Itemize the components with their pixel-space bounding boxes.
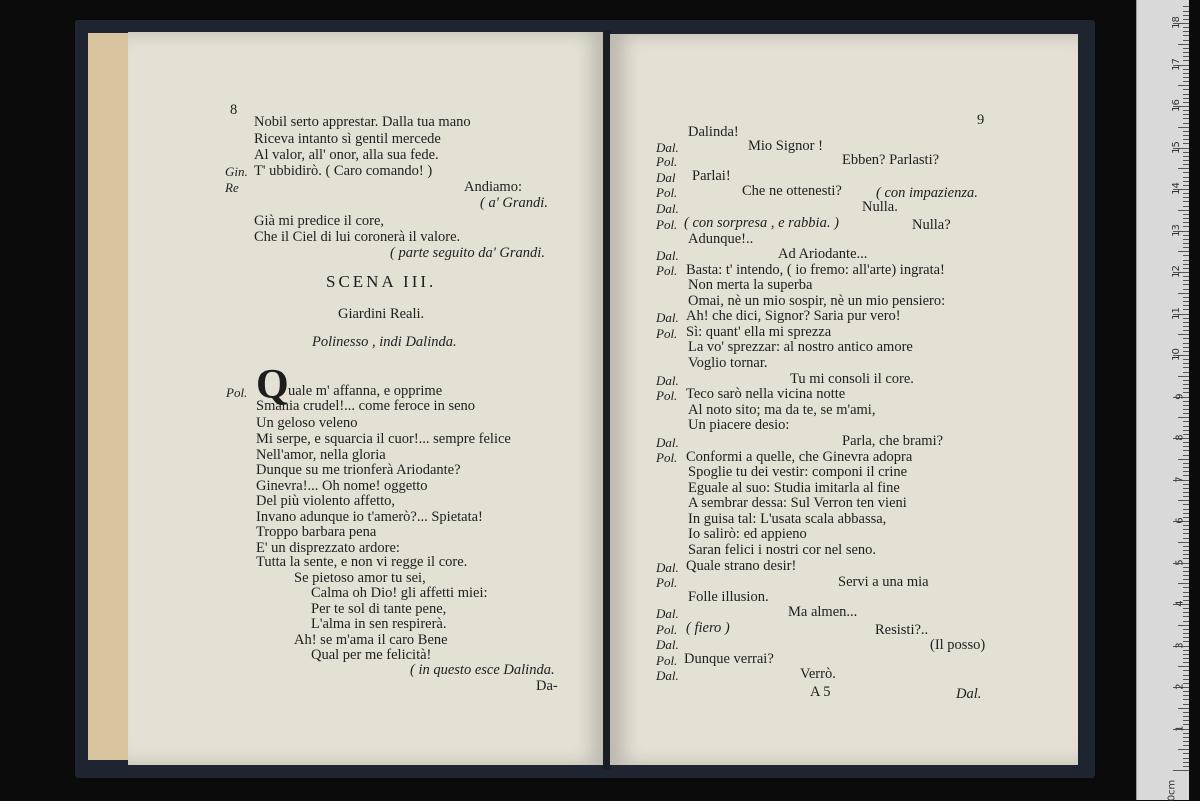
text-line: Smania crudel!... come feroce in seno bbox=[256, 398, 476, 414]
speaker-label: Dal. bbox=[656, 373, 679, 388]
ruler-tick bbox=[1183, 504, 1189, 505]
text-line: Mi serpe, e squarcia il cuor!... sempre felice bbox=[256, 431, 511, 447]
text-line: Ginevra!... Oh nome! oggetto bbox=[256, 478, 428, 494]
ruler-tick bbox=[1183, 15, 1189, 16]
ruler-tick bbox=[1173, 770, 1189, 771]
ruler-number: 14 bbox=[1171, 182, 1183, 195]
ruler-tick bbox=[1183, 301, 1189, 302]
ruler-tick bbox=[1183, 60, 1189, 61]
ruler-tick bbox=[1183, 575, 1189, 576]
ruler-tick bbox=[1183, 143, 1189, 144]
speaker-label: Pol. bbox=[656, 575, 678, 590]
ruler-tick bbox=[1183, 496, 1189, 497]
ruler-number: 8 bbox=[1174, 434, 1186, 441]
text-line: Parla, che brami? bbox=[842, 433, 944, 449]
speaker-label: Re bbox=[225, 180, 239, 195]
text-line: Ma almen... bbox=[788, 604, 858, 620]
text-line: Omai, nè un mio sospir, nè un mio pensiero: bbox=[688, 293, 946, 309]
ruler-tick bbox=[1183, 214, 1189, 215]
ruler-number: 3 bbox=[1174, 641, 1186, 649]
text-line: Parlai! bbox=[692, 168, 731, 184]
text-line: Dunque su me trionferà Ariodante? bbox=[256, 462, 461, 478]
text-line: Per te sol di tante pene, bbox=[311, 601, 447, 617]
speaker-label: Gin. bbox=[225, 164, 248, 179]
ruler-tick bbox=[1178, 293, 1189, 294]
speaker-label: Dal. bbox=[656, 435, 679, 450]
ruler-tick bbox=[1183, 222, 1189, 223]
signature-mark: A 5 bbox=[810, 684, 831, 700]
text-line: Voglio tornar. bbox=[688, 355, 768, 371]
speaker-label: Pol. bbox=[656, 185, 678, 200]
ruler-number: 10 bbox=[1171, 348, 1183, 361]
text-line: Qual per me felicità! bbox=[311, 647, 432, 663]
ruler-tick bbox=[1183, 56, 1189, 57]
text-line: Ebben? Parlasti? bbox=[842, 152, 940, 168]
ruler-tick bbox=[1183, 359, 1189, 360]
text-line: Quale strano desir! bbox=[686, 558, 797, 574]
ruler-tick bbox=[1183, 226, 1189, 227]
ruler-tick bbox=[1183, 525, 1189, 526]
ruler-tick bbox=[1183, 280, 1189, 281]
ruler-tick bbox=[1183, 401, 1189, 402]
ruler-number: 7 bbox=[1174, 475, 1186, 483]
ruler-tick bbox=[1183, 658, 1189, 659]
ruler-tick bbox=[1183, 380, 1189, 381]
ruler-tick bbox=[1183, 193, 1189, 194]
ruler-tick bbox=[1183, 363, 1189, 364]
ruler-tick bbox=[1183, 260, 1189, 261]
ruler-tick bbox=[1183, 662, 1189, 663]
ruler-tick bbox=[1183, 596, 1189, 597]
ruler-tick bbox=[1183, 488, 1189, 489]
ruler-number: 4 bbox=[1174, 600, 1186, 607]
text-line: E' un disprezzato ardore: bbox=[256, 540, 400, 556]
stage-direction: ( fiero ) bbox=[686, 620, 730, 636]
stage-direction: ( parte seguito da' Grandi. bbox=[390, 245, 545, 261]
ruler-unit: 0cm bbox=[1166, 779, 1178, 801]
text-line: Dalinda! bbox=[688, 124, 739, 140]
text-line: Dunque verrai? bbox=[684, 651, 774, 667]
ruler-tick bbox=[1183, 513, 1189, 514]
ruler-tick bbox=[1183, 89, 1189, 90]
speaker-label: Pol. bbox=[656, 263, 678, 278]
ruler-tick bbox=[1183, 384, 1189, 385]
ruler-tick bbox=[1183, 712, 1189, 713]
ruler-tick bbox=[1183, 48, 1189, 49]
speaker-label: Pol. bbox=[656, 450, 678, 465]
ruler-tick bbox=[1183, 546, 1189, 547]
ruler-tick bbox=[1183, 372, 1189, 373]
text-line: Che il Ciel di lui coronerà il valore. bbox=[254, 229, 461, 245]
speaker-label: Pol. bbox=[656, 326, 678, 341]
ruler-tick bbox=[1183, 737, 1189, 738]
stage-direction: ( con impazienza. bbox=[876, 185, 978, 201]
ruler-tick bbox=[1183, 753, 1189, 754]
page-number: 9 bbox=[977, 112, 985, 128]
ruler-tick bbox=[1183, 695, 1189, 696]
ruler-tick bbox=[1183, 164, 1189, 165]
ruler-tick bbox=[1183, 255, 1189, 256]
text-line: Che ne ottenesti? bbox=[742, 183, 842, 199]
ruler-tick bbox=[1183, 629, 1189, 630]
speaker-label: Pol. bbox=[656, 154, 678, 169]
ruler-number: 6 bbox=[1174, 517, 1186, 524]
catchword: Dal. bbox=[956, 686, 982, 702]
ruler-tick bbox=[1183, 94, 1189, 95]
text-line: Spoglie tu dei vestir: componi il crine bbox=[688, 464, 908, 480]
speaker-label: Pol. bbox=[226, 385, 248, 400]
ruler-tick bbox=[1183, 654, 1189, 655]
ruler-tick bbox=[1183, 579, 1189, 580]
ruler-tick bbox=[1183, 343, 1189, 344]
ruler-tick bbox=[1183, 484, 1189, 485]
speaker-label: Pol. bbox=[656, 622, 678, 637]
text-line: Un piacere desio: bbox=[688, 417, 790, 433]
ruler-number: 1 bbox=[1174, 724, 1186, 732]
speaker-label: Dal. bbox=[656, 637, 679, 652]
text-line: Basta: t' intendo, ( io fremo: all'arte) ingrata! bbox=[686, 262, 945, 278]
ruler-tick bbox=[1183, 351, 1189, 352]
ruler-tick bbox=[1178, 583, 1189, 584]
ruler-tick bbox=[1183, 766, 1189, 767]
ruler-tick bbox=[1183, 471, 1189, 472]
ruler-tick bbox=[1183, 720, 1189, 721]
ruler-tick bbox=[1183, 11, 1189, 12]
ruler-tick bbox=[1178, 376, 1189, 377]
speaker-label: Dal. bbox=[656, 668, 679, 683]
ruler-tick bbox=[1183, 19, 1189, 20]
stage-direction: ( a' Grandi. bbox=[480, 195, 548, 211]
ruler-tick bbox=[1183, 413, 1189, 414]
text-line: Conformi a quelle, che Ginevra adopra bbox=[686, 449, 913, 465]
ruler-tick bbox=[1183, 650, 1189, 651]
text-line: In guisa tal: L'usata scala abbassa, bbox=[688, 511, 887, 527]
ruler-tick bbox=[1183, 239, 1189, 240]
text-line: Ah! che dici, Signor? Saria pur vero! bbox=[686, 308, 901, 324]
text-line: Ah! se m'ama il caro Bene bbox=[294, 632, 448, 648]
catchword: Da- bbox=[536, 678, 558, 694]
text-line: Resisti?.. bbox=[875, 622, 929, 638]
measuring-ruler bbox=[1136, 0, 1189, 800]
text-line: Al valor, all' onor, alla sua fede. bbox=[254, 147, 439, 163]
ruler-tick bbox=[1183, 27, 1189, 28]
ruler-tick bbox=[1183, 102, 1189, 103]
text-line: Mio Signor ! bbox=[748, 138, 823, 154]
ruler-number: 17 bbox=[1171, 57, 1183, 71]
ruler-tick bbox=[1183, 450, 1189, 451]
ruler-tick bbox=[1183, 35, 1189, 36]
ruler-tick bbox=[1183, 197, 1189, 198]
ruler-tick bbox=[1178, 334, 1189, 335]
ruler-tick bbox=[1183, 326, 1189, 327]
left-page bbox=[128, 32, 606, 765]
ruler-tick bbox=[1183, 492, 1189, 493]
ruler-tick bbox=[1183, 297, 1189, 298]
ruler-tick bbox=[1183, 160, 1189, 161]
ruler-tick bbox=[1183, 114, 1189, 115]
speaker-label: Pol. bbox=[656, 388, 678, 403]
ruler-tick bbox=[1183, 455, 1189, 456]
speaker-label: Dal bbox=[656, 170, 676, 185]
ruler-tick bbox=[1183, 264, 1189, 265]
text-line: Al noto sito; ma da te, se m'ami, bbox=[688, 402, 876, 418]
text-line: Invano adunque io t'amerò?... Spietata! bbox=[256, 509, 483, 525]
text-line: Folle illusion. bbox=[688, 589, 769, 605]
text-line: Del più violento affetto, bbox=[256, 493, 396, 509]
ruler-tick bbox=[1178, 417, 1189, 418]
ruler-tick bbox=[1183, 716, 1189, 717]
ruler-tick bbox=[1183, 235, 1189, 236]
speaker-label: Dal. bbox=[656, 248, 679, 263]
ruler-tick bbox=[1178, 708, 1189, 709]
ruler-tick bbox=[1183, 139, 1189, 140]
text-line: La vo' sprezzar: al nostro antico amore bbox=[688, 339, 913, 355]
ruler-tick bbox=[1178, 210, 1189, 211]
ruler-tick bbox=[1183, 367, 1189, 368]
ruler-tick bbox=[1183, 762, 1189, 763]
ruler-tick bbox=[1183, 206, 1189, 207]
drop-cap: Q bbox=[256, 362, 289, 408]
ruler-tick bbox=[1183, 587, 1189, 588]
text-line: uale m' affanna, e opprime bbox=[288, 383, 443, 399]
ruler-tick bbox=[1183, 446, 1189, 447]
ruler-tick bbox=[1178, 85, 1189, 86]
ruler-tick bbox=[1183, 745, 1189, 746]
speaker-label: Dal. bbox=[656, 560, 679, 575]
ruler-tick bbox=[1178, 127, 1189, 128]
ruler-tick bbox=[1183, 670, 1189, 671]
ruler-tick bbox=[1183, 608, 1189, 609]
ruler-number: 12 bbox=[1171, 265, 1183, 278]
text-line: Saran felici i nostri cor nel seno. bbox=[688, 542, 877, 558]
speaker-label: Pol. bbox=[656, 217, 678, 232]
text-line: Servi a una mia bbox=[838, 574, 929, 590]
ruler-tick bbox=[1183, 338, 1189, 339]
ruler-tick bbox=[1183, 201, 1189, 202]
ruler-tick bbox=[1183, 691, 1189, 692]
ruler-tick bbox=[1183, 533, 1189, 534]
text-line: Se pietoso amor tu sei, bbox=[294, 570, 426, 586]
ruler-tick bbox=[1183, 637, 1189, 638]
ruler-number: 16 bbox=[1171, 99, 1183, 112]
ruler-tick bbox=[1183, 322, 1189, 323]
ruler-tick bbox=[1183, 347, 1189, 348]
ruler-tick bbox=[1183, 218, 1189, 219]
page-number: 8 bbox=[230, 102, 238, 118]
text-line: Nell'amor, nella gloria bbox=[256, 447, 386, 463]
ruler-tick bbox=[1183, 571, 1189, 572]
ruler-tick bbox=[1183, 538, 1189, 539]
text-line: (Il posso) bbox=[930, 637, 986, 653]
ruler-tick bbox=[1183, 758, 1189, 759]
text-line: Teco sarò nella vicina notte bbox=[686, 386, 846, 402]
ruler-tick bbox=[1183, 284, 1189, 285]
text-line: Nulla? bbox=[912, 217, 951, 233]
ruler-tick bbox=[1178, 168, 1189, 169]
ruler-tick bbox=[1183, 733, 1189, 734]
scene-place: Giardini Reali. bbox=[338, 306, 425, 322]
ruler-tick bbox=[1183, 98, 1189, 99]
ruler-tick bbox=[1183, 442, 1189, 443]
ruler-tick bbox=[1183, 77, 1189, 78]
scene-title: SCENA III. bbox=[326, 272, 437, 291]
ruler-tick bbox=[1183, 612, 1189, 613]
ruler-tick bbox=[1183, 276, 1189, 277]
ruler-tick bbox=[1183, 388, 1189, 389]
ruler-tick bbox=[1183, 426, 1189, 427]
ruler-number: 11 bbox=[1171, 306, 1183, 320]
ruler-tick bbox=[1183, 31, 1189, 32]
ruler-tick bbox=[1183, 135, 1189, 136]
ruler-tick bbox=[1183, 52, 1189, 53]
ruler-tick bbox=[1178, 459, 1189, 460]
ruler-tick bbox=[1183, 430, 1189, 431]
speaker-label: Pol. bbox=[656, 653, 678, 668]
ruler-tick bbox=[1183, 268, 1189, 269]
ruler-tick bbox=[1183, 592, 1189, 593]
text-line: A sembrar dessa: Sul Verron ten vieni bbox=[688, 495, 907, 511]
text-line: Eguale al suo: Studia imitarla al fine bbox=[688, 480, 900, 496]
ruler-tick bbox=[1183, 309, 1189, 310]
text-line: Tutta la sente, e non vi regge il core. bbox=[256, 554, 468, 570]
text-line: Io salirò: ed appieno bbox=[688, 526, 807, 542]
ruler-tick bbox=[1183, 633, 1189, 634]
text-line: Calma oh Dio! gli affetti miei: bbox=[311, 585, 488, 601]
right-page bbox=[610, 34, 1078, 765]
ruler-tick bbox=[1183, 247, 1189, 248]
stage-direction: ( con sorpresa , e rabbia. ) bbox=[684, 215, 839, 231]
text-line: Già mi predice il core, bbox=[254, 213, 385, 229]
text-line: Verrò. bbox=[800, 666, 836, 682]
ruler-tick bbox=[1183, 6, 1189, 7]
ruler-tick bbox=[1183, 181, 1189, 182]
speaker-label: Dal. bbox=[656, 606, 679, 621]
ruler-tick bbox=[1183, 243, 1189, 244]
text-line: Nulla. bbox=[862, 199, 898, 215]
ruler-tick bbox=[1178, 44, 1189, 45]
ruler-tick bbox=[1183, 704, 1189, 705]
ruler-tick bbox=[1183, 509, 1189, 510]
ruler-tick bbox=[1183, 305, 1189, 306]
ruler-number: 13 bbox=[1171, 223, 1183, 237]
ruler-tick bbox=[1183, 131, 1189, 132]
speaker-label: Dal. bbox=[656, 140, 679, 155]
ruler-tick bbox=[1183, 463, 1189, 464]
ruler-tick bbox=[1183, 467, 1189, 468]
ruler-tick bbox=[1183, 675, 1189, 676]
ruler-tick bbox=[1178, 749, 1189, 750]
text-line: Sì: quant' ella mi sprezza bbox=[686, 324, 832, 340]
ruler-tick bbox=[1183, 330, 1189, 331]
ruler-tick bbox=[1183, 550, 1189, 551]
ruler-tick bbox=[1183, 123, 1189, 124]
ruler-tick bbox=[1183, 616, 1189, 617]
ruler-tick bbox=[1183, 409, 1189, 410]
ruler-tick bbox=[1183, 529, 1189, 530]
ruler-tick bbox=[1183, 185, 1189, 186]
ruler-tick bbox=[1178, 500, 1189, 501]
ruler-number: 2 bbox=[1174, 683, 1186, 690]
ruler-tick bbox=[1183, 110, 1189, 111]
ruler-number: 18 bbox=[1171, 16, 1183, 29]
speaker-label: Dal. bbox=[656, 201, 679, 216]
text-line: Troppo barbara pena bbox=[256, 524, 377, 540]
scene-persons: Polinesso , indi Dalinda. bbox=[312, 334, 457, 350]
ruler-number: 5 bbox=[1174, 558, 1186, 566]
ruler-tick bbox=[1183, 679, 1189, 680]
ruler-number: 9 bbox=[1174, 392, 1186, 400]
ruler-tick bbox=[1183, 554, 1189, 555]
ruler-tick bbox=[1178, 666, 1189, 667]
ruler-tick bbox=[1178, 251, 1189, 252]
ruler-tick bbox=[1183, 40, 1189, 41]
text-line: L'alma in sen respirerà. bbox=[311, 616, 447, 632]
ruler-tick bbox=[1183, 81, 1189, 82]
ruler-tick bbox=[1183, 69, 1189, 70]
ruler-tick bbox=[1183, 699, 1189, 700]
text-line: Nobil serto apprestar. Dalla tua mano bbox=[254, 114, 471, 130]
stage-direction: ( in questo esce Dalinda. bbox=[410, 662, 555, 678]
ruler-tick bbox=[1183, 156, 1189, 157]
ruler-tick bbox=[1183, 172, 1189, 173]
text-line: Un geloso veleno bbox=[256, 415, 358, 431]
ruler-tick bbox=[1183, 118, 1189, 119]
ruler-tick bbox=[1183, 741, 1189, 742]
ruler-tick bbox=[1178, 542, 1189, 543]
ruler-tick bbox=[1183, 567, 1189, 568]
speaker-label: Dal. bbox=[656, 310, 679, 325]
text-line: Adunque!.. bbox=[688, 231, 754, 247]
ruler-tick bbox=[1183, 318, 1189, 319]
ruler-tick bbox=[1183, 152, 1189, 153]
text-line: Non merta la superba bbox=[688, 277, 813, 293]
ruler-number: 15 bbox=[1171, 140, 1183, 154]
text-line: Riceva intanto sì gentil mercede bbox=[254, 131, 441, 147]
ruler-tick bbox=[1183, 177, 1189, 178]
ruler-tick bbox=[1183, 289, 1189, 290]
text-line: T' ubbidirò. ( Caro comando! ) bbox=[254, 163, 433, 179]
text-line: Ad Ariodante... bbox=[778, 246, 868, 262]
text-line: Andiamo: bbox=[464, 179, 522, 195]
ruler-tick bbox=[1183, 621, 1189, 622]
ruler-tick bbox=[1183, 405, 1189, 406]
text-line: Tu mi consoli il core. bbox=[790, 371, 914, 387]
ruler-tick bbox=[1183, 421, 1189, 422]
ruler-tick bbox=[1183, 73, 1189, 74]
ruler-tick bbox=[1178, 625, 1189, 626]
